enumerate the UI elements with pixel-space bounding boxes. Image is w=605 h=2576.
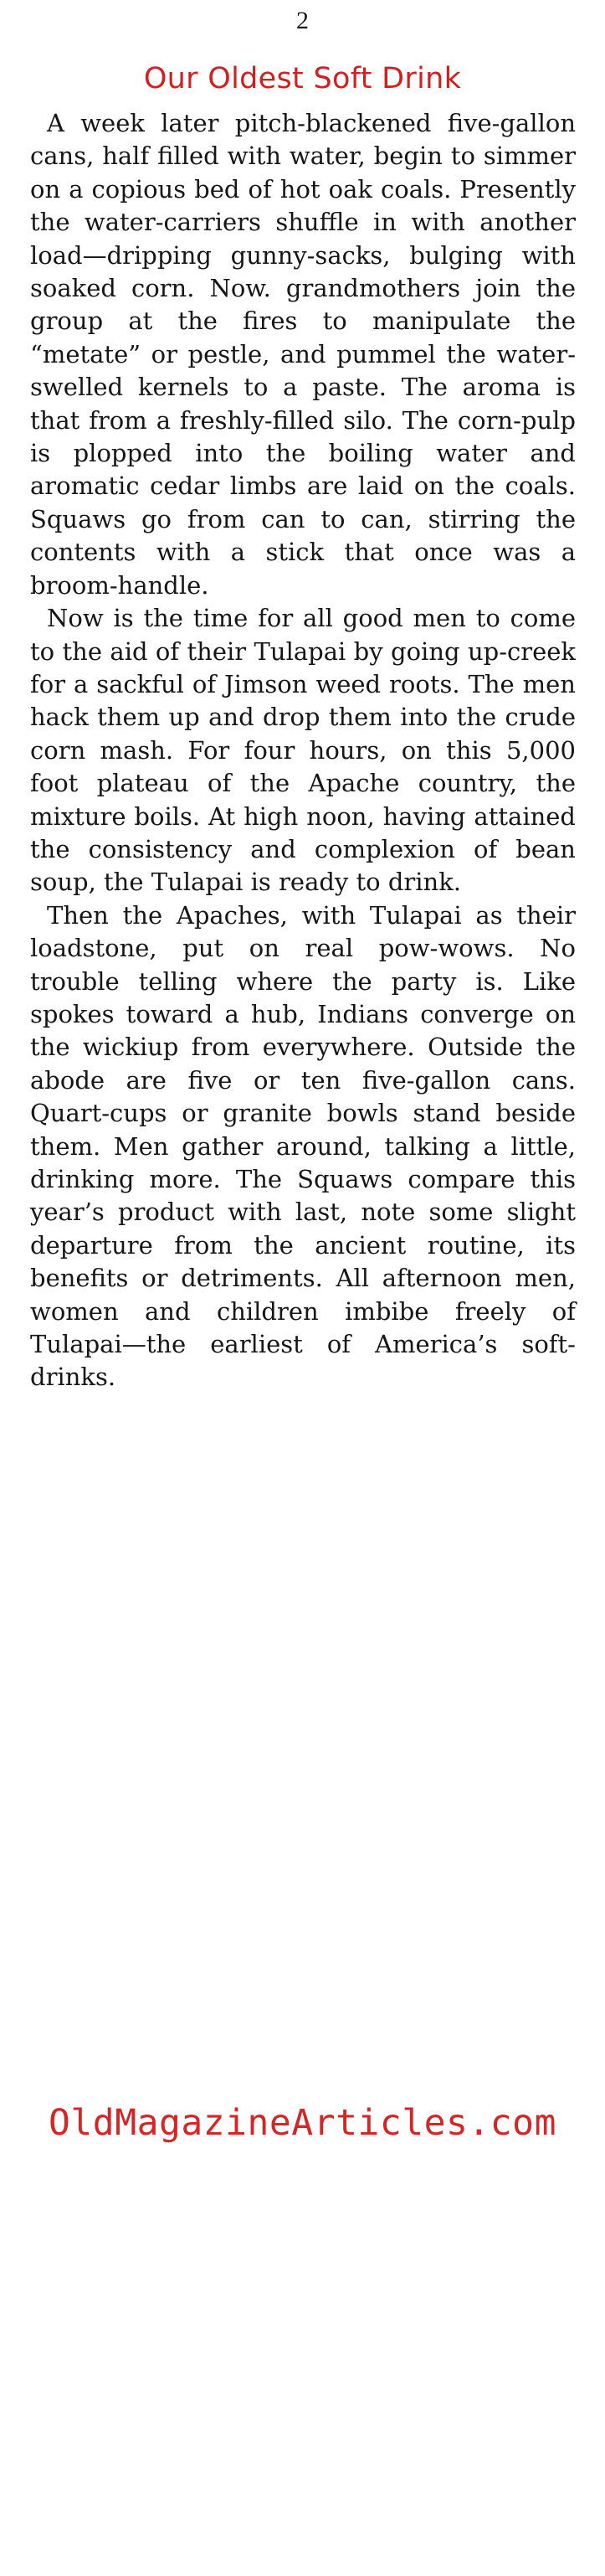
article-body <box>30 107 576 1394</box>
article-paragraph: Then the Apaches, with Tulapai as their loadstone, put on real pow-wows. No trouble telling where the party is. Like spokes toward a hub, Indians converge on the wickiup from everywhere. Outside the abode are five or ten five-gallon cans. Quart-cups or granite bowls stand beside them. Men gather around, talking a little, drinking more. The Squaws compare this year’s product with last, note some slight departure from the ancient routine, its benefits or detriments. All afternoon men, women and children imbibe freely of Tulapai—the earliest of America’s soft-drinks. <box>30 900 576 1392</box>
page-number: 2 <box>296 7 309 34</box>
article-title: Our Oldest Soft Drink <box>143 62 462 95</box>
site-watermark: OldMagazineArticles.com <box>49 2102 556 2144</box>
article-paragraph: Now is the time for all good men to come to the aid of their Tulapai by going up-creek for a sackful of Jimson weed roots. The men hack them up and drop them into the crude corn mash. For four hours, on this 5,000 foot plateau of the Apache country, the mixture boils. At high noon, having attained the consistency and complexion of bean soup, the Tulapai is ready to drink. <box>30 604 576 897</box>
article-paragraph: A week later pitch-blackened five-gallon cans, half filled with water, begin to simmer on a copious bed of hot oak coals. Presently the water-carriers shuffle in with another load—dripping gunny-sacks, bulging with soaked corn. Now. grandmothers join the group at the fires to manipulate the “metate” or pestle, and pummel the water-swelled kernels to a paste. The aroma is that from a freshly-filled silo. The corn-pulp is plopped into the boiling water and aromatic cedar limbs are laid on the coals. Squaws go from can to can, stirring the contents with a stick that once was a broom-handle. <box>30 109 576 600</box>
